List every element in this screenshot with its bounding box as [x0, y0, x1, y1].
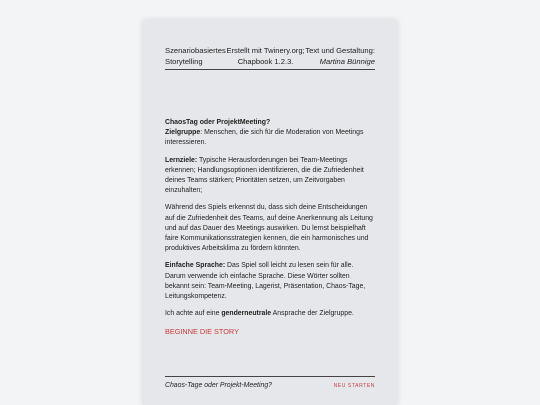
- lernziele-label: Lernziele:: [165, 156, 198, 164]
- sprache-paragraph: [165, 261, 376, 302]
- begin-story-link[interactable]: BEGINNE DIE STORY: [165, 327, 239, 337]
- header-storytelling-line1: Szenariobasiertes: [165, 46, 226, 55]
- restart-link[interactable]: NEU STARTEN: [333, 382, 375, 389]
- gender-bold: genderneutrale: [221, 310, 272, 318]
- header-col-author: [305, 45, 375, 67]
- page-header: [165, 45, 375, 70]
- header-author-name: Martina Bünnige: [319, 57, 375, 66]
- header-storytelling-line2: Storytelling: [165, 57, 203, 66]
- footer-title: Chaos-Tage oder Projekt-Meeting?: [165, 382, 272, 389]
- intro-paragraph: [165, 118, 376, 149]
- header-twinery-line1: Erstellt mit Twinery.org;: [226, 46, 305, 55]
- zielgruppe-text: : Menschen, die sich für die Moderation von Meetings interessieren.: [165, 129, 364, 147]
- sprache-text: Das Spiel soll leicht zu lesen sein für alle. Darum verwende ich einfache Sprache. Diese Wörter sollten bekannt sein: Team-Meeting, Lagerist, Präsentation, Chaos-Tage, Leitungskompetenz.: [165, 262, 366, 301]
- page-footer: [165, 376, 375, 389]
- story-content: [165, 118, 376, 338]
- lernziele-text: Typische Herausforderungen bei Team-Meetings erkennen; Handlungsoptionen identifizieren, die die Zufriedenheit deines Teams stärken; Prioritäten setzen, um Zeitvorgaben einzuhalten;: [165, 156, 364, 195]
- story-title: ChaosTag oder ProjektMeeting?: [165, 119, 271, 126]
- header-author-label: Text und Gestaltung:: [305, 46, 375, 55]
- gender-pre: Ich achte auf eine: [165, 310, 222, 318]
- header-twinery-line2: Chapbook 1.2.3.: [237, 57, 294, 66]
- spiel-paragraph: Während des Spiels erkennst du, dass sich deine Entscheidungen auf die Zufriedenheit des Teams, auf deine Anerkennung als Leitung und auf das Dauer des Meetings auswirken. Du lernst beispielhaft faire Kommunikationsstrategien kennen, die ein harmonisches und produktives Arbeitsklima zu fördern könnten.: [165, 204, 373, 253]
- sprache-label: Einfache Sprache:: [165, 262, 226, 270]
- gender-post: Ansprache der Zielgruppe.: [271, 310, 354, 318]
- gender-paragraph: [165, 309, 376, 319]
- header-col-twinery: [226, 45, 304, 67]
- story-page: [143, 20, 397, 405]
- lernziele-paragraph: [165, 156, 376, 197]
- header-col-storytelling: [165, 45, 226, 67]
- zielgruppe-label: Zielgruppe: [165, 129, 201, 137]
